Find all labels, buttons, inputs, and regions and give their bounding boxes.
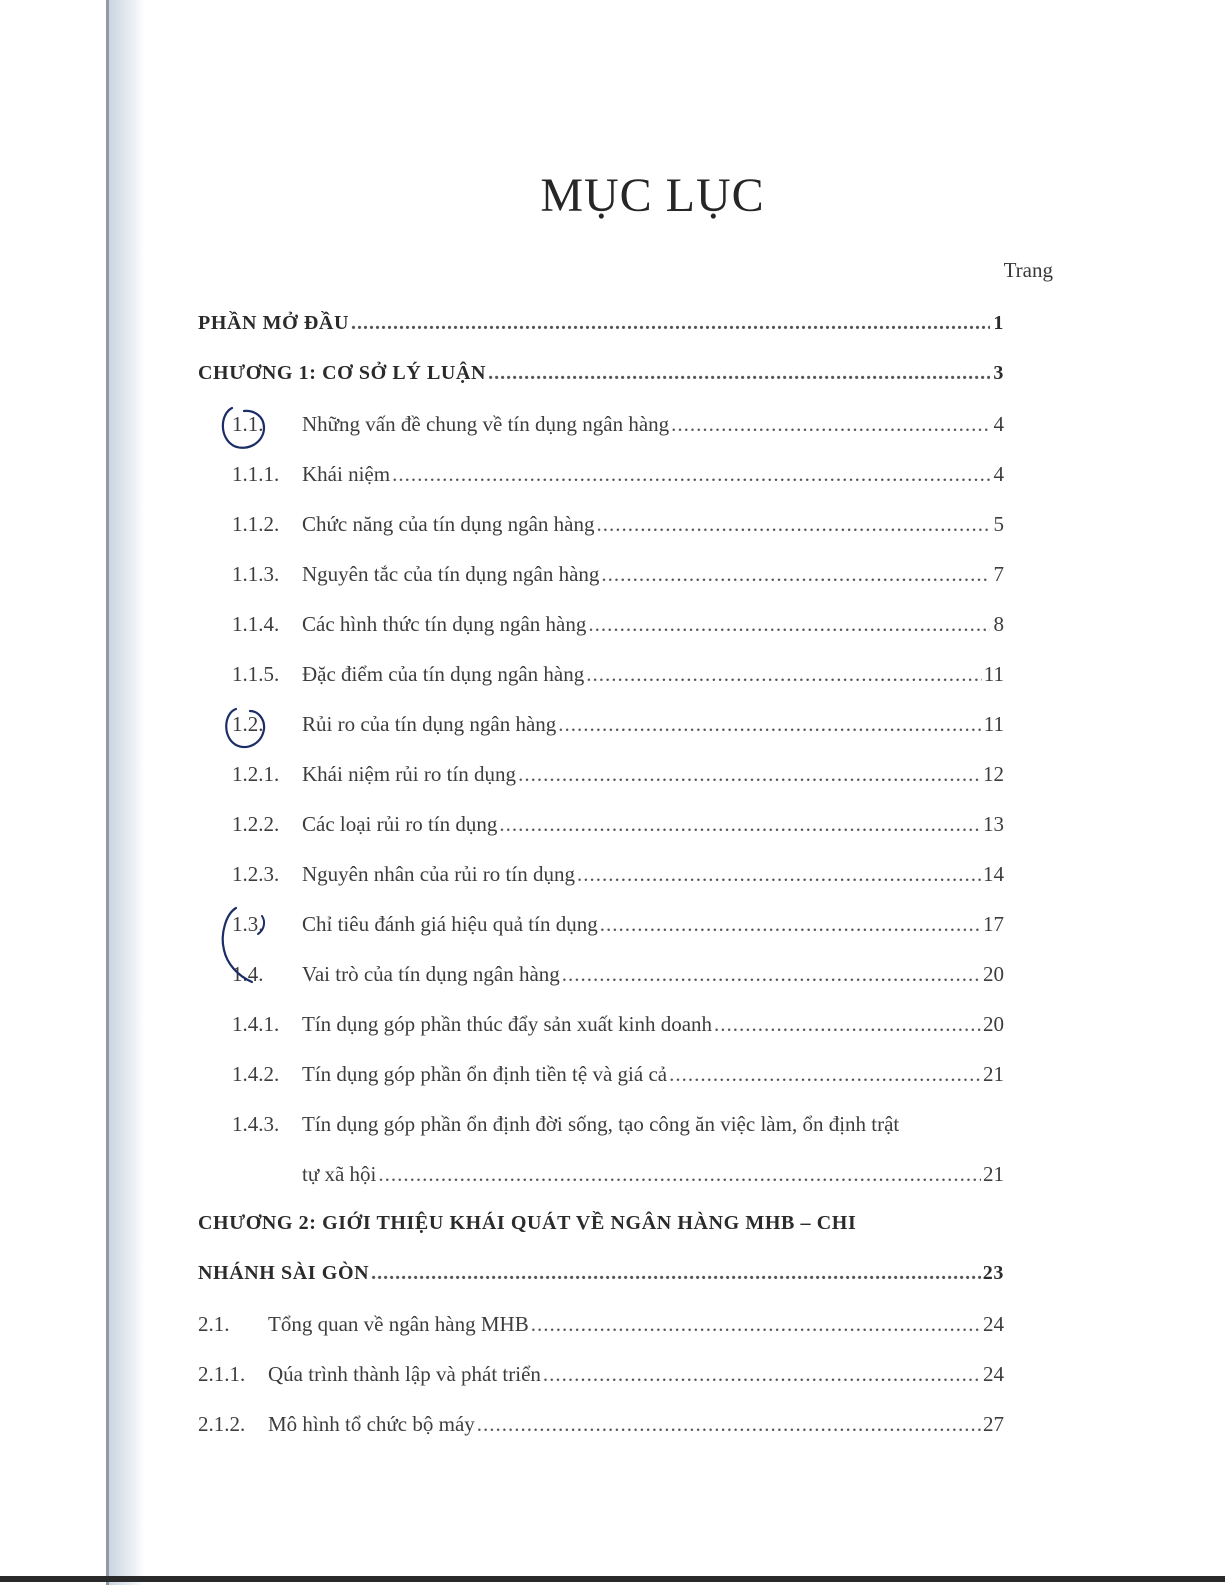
toc-entry-page: 20 (983, 962, 1004, 986)
toc-entry[interactable] (232, 562, 1004, 596)
toc-leader-dots (488, 362, 990, 385)
toc-leader-dots (671, 412, 990, 437)
toc-entry-number: 1.1.5. (232, 662, 280, 686)
toc-entry-page: 24 (983, 1312, 1004, 1336)
toc-leader-dots (351, 312, 990, 335)
toc-entry-number: 2.1.1. (198, 1362, 246, 1386)
toc-entry-title: Các loại rủi ro tín dụng (302, 812, 498, 836)
toc-entry[interactable] (232, 612, 1004, 646)
binding-edge (106, 0, 109, 1585)
toc-entry-title: Tín dụng góp phần ổn định đời sống, tạo công ăn việc làm, ổn định trật (302, 1112, 900, 1136)
toc-entry-number: 2.1.2. (198, 1412, 246, 1436)
toc-entry[interactable] (198, 362, 1004, 396)
toc-entry-title: Nguyên nhân của rủi ro tín dụng (302, 862, 575, 886)
toc-entry[interactable] (232, 712, 1004, 746)
toc-entry-page: 11 (983, 712, 1004, 736)
toc-entry[interactable] (232, 962, 1004, 996)
toc-entry-title: Tổng quan về ngân hàng MHB (268, 1312, 529, 1336)
toc-leader-dots (518, 762, 981, 787)
page-title: MỤC LỤC (540, 169, 765, 222)
toc-entry[interactable] (232, 512, 1004, 546)
toc-entry-page: 7 (993, 562, 1004, 586)
toc-leader-dots (601, 562, 990, 587)
toc-entry-page: 5 (993, 512, 1004, 536)
toc-entry-page: 8 (993, 612, 1004, 636)
toc-entry[interactable] (232, 462, 1004, 496)
toc-entry-number: 1.1.3. (232, 562, 280, 586)
toc-leader-dots (558, 712, 981, 737)
toc-leader-dots (588, 612, 990, 637)
toc-entry-page: 21 (983, 1062, 1004, 1086)
toc-entry-page: 21 (983, 1162, 1004, 1186)
toc-entry-title: Các hình thức tín dụng ngân hàng (302, 612, 587, 636)
toc-entry-title: PHẦN MỞ ĐẦU (198, 312, 350, 334)
toc-leader-dots (562, 962, 981, 987)
toc-entry-number: 2.1. (198, 1312, 230, 1336)
toc-entry-title: Chỉ tiêu đánh giá hiệu quả tín dụng (302, 912, 598, 936)
toc-entry[interactable] (198, 1412, 1004, 1446)
toc-entry-page: 4 (993, 412, 1004, 436)
toc-entry-title: tự xã hội (302, 1162, 377, 1186)
toc-entry-page: 12 (983, 762, 1004, 786)
toc-entry-number: 1.2.2. (232, 812, 280, 836)
toc-leader-dots (669, 1062, 981, 1087)
toc-entry[interactable] (232, 762, 1004, 796)
toc-entry[interactable] (232, 812, 1004, 846)
toc-entry-number: 1.1.4. (232, 612, 280, 636)
toc-entry-title: Tín dụng góp phần ổn định tiền tệ và giá cả (302, 1062, 668, 1086)
toc-entry-number: 1.2. (232, 712, 264, 736)
toc-entry[interactable] (198, 1312, 1004, 1346)
toc-entry-title: Đặc điểm của tín dụng ngân hàng (302, 662, 585, 686)
toc-entry-number: 1.1. (232, 412, 264, 436)
toc-entry-number: 1.2.3. (232, 862, 280, 886)
toc-leader-dots (586, 662, 982, 687)
toc-entry-number: 1.3. (232, 912, 264, 936)
toc-leader-dots (596, 512, 990, 537)
toc-entry-title: Tín dụng góp phần thúc đẩy sản xuất kinh doanh (302, 1012, 713, 1036)
toc-entry-page: 3 (993, 362, 1004, 384)
toc-entry-page: 14 (983, 862, 1004, 886)
toc-entry[interactable] (198, 1212, 1068, 1246)
toc-entry-title: Chức năng của tín dụng ngân hàng (302, 512, 595, 536)
toc-entry-page: 1 (993, 312, 1004, 334)
toc-entry-title: NHÁNH SÀI GÒN (198, 1262, 370, 1284)
toc-entry-title: Những vấn đề chung về tín dụng ngân hàng (302, 412, 670, 436)
toc-entry-title: Vai trò của tín dụng ngân hàng (302, 962, 560, 986)
toc-entry-title: Khái niệm rủi ro tín dụng (302, 762, 517, 786)
toc-entry-title: CHƯƠNG 2: GIỚI THIỆU KHÁI QUÁT VỀ NGÂN HÀNG MHB – CHI (198, 1212, 857, 1234)
page-margin (0, 0, 108, 1585)
toc-leader-dots (577, 862, 981, 887)
toc-entry[interactable] (232, 862, 1004, 896)
toc-entry-number: 1.1.2. (232, 512, 280, 536)
toc-entry-page: 27 (983, 1412, 1004, 1436)
toc-entry-title: Rủi ro của tín dụng ngân hàng (302, 712, 557, 736)
toc-entry-page: 24 (983, 1362, 1004, 1386)
toc-leader-dots (531, 1312, 981, 1337)
toc-leader-dots (392, 462, 990, 487)
toc-entry[interactable] (198, 1362, 1004, 1396)
toc-entry-number: 1.4.2. (232, 1062, 280, 1086)
toc-entry[interactable] (232, 412, 1004, 446)
toc-entry-title: CHƯƠNG 1: CƠ SỞ LÝ LUẬN (198, 362, 487, 384)
toc-entry-number: 1.4. (232, 962, 264, 986)
toc-leader-dots (543, 1362, 981, 1387)
toc-entry[interactable] (232, 1012, 1004, 1046)
toc-entry-number: 1.4.3. (232, 1112, 280, 1136)
scan-bottom-edge (0, 1576, 1225, 1582)
binding-shadow (108, 0, 144, 1585)
toc-entry-page: 23 (982, 1262, 1004, 1284)
toc-entry[interactable] (232, 1062, 1004, 1096)
toc-entry-continuation[interactable] (302, 1162, 1004, 1196)
toc-entry-page: 13 (983, 812, 1004, 836)
toc-entry-number: 1.2.1. (232, 762, 280, 786)
toc-entry-page: 17 (983, 912, 1004, 936)
toc-leader-dots (714, 1012, 981, 1037)
toc-leader-dots (499, 812, 981, 837)
toc-entry-title: Khái niệm (302, 462, 391, 486)
toc-leader-dots (378, 1162, 981, 1187)
toc-leader-dots (371, 1262, 981, 1285)
toc-entry[interactable] (232, 662, 1004, 696)
toc-entry-title: Mô hình tổ chức bộ máy (268, 1412, 475, 1436)
toc-entry-page: 4 (993, 462, 1004, 486)
toc-entry-page: 11 (983, 662, 1004, 686)
page-column-label: Trang (1003, 258, 1053, 282)
toc-leader-dots (477, 1412, 981, 1437)
toc-entry-title: Nguyên tắc của tín dụng ngân hàng (302, 562, 600, 586)
toc-entry-number: 1.4.1. (232, 1012, 280, 1036)
toc-entry-page: 20 (983, 1012, 1004, 1036)
toc-leader-dots (600, 912, 981, 937)
toc-entry[interactable] (198, 312, 1004, 346)
toc-entry-number: 1.1.1. (232, 462, 280, 486)
toc-entry-title: Qúa trình thành lập và phát triển (268, 1362, 541, 1386)
toc-entry[interactable] (232, 912, 1004, 946)
toc-entry-continuation[interactable] (198, 1262, 1004, 1296)
toc-entry[interactable] (232, 1112, 1062, 1146)
